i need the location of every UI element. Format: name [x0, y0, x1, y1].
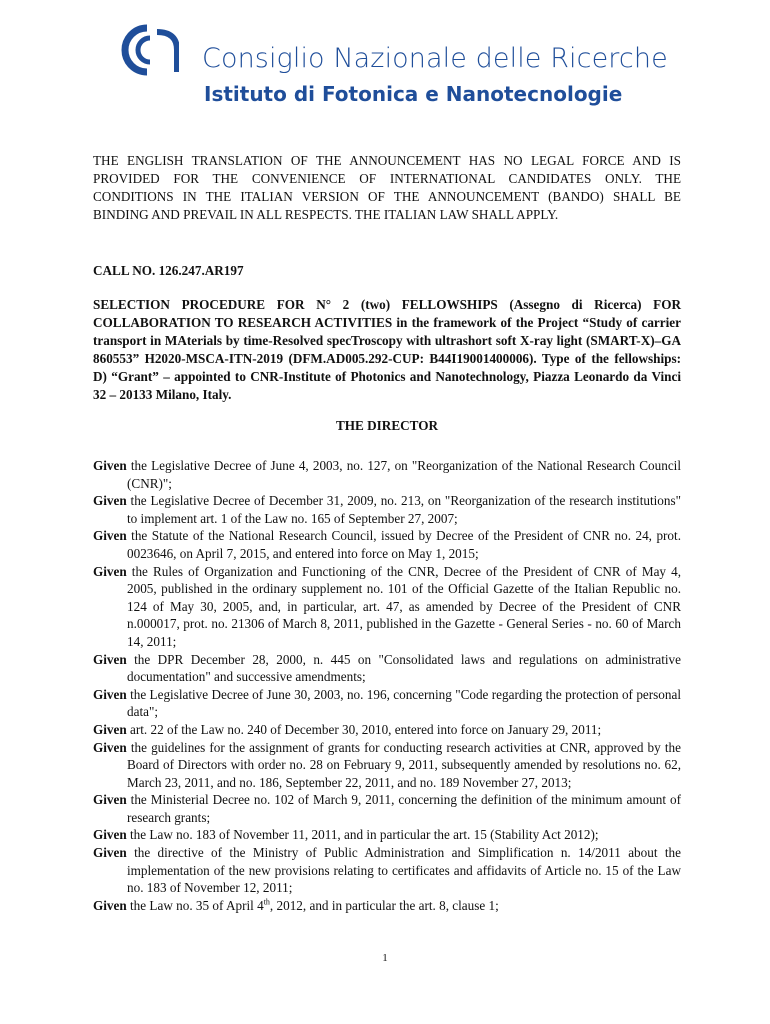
- given-item: [93, 651, 681, 686]
- given-text: , 2012, and in particular the art. 8, clause 1;: [269, 897, 499, 913]
- given-item: [93, 563, 681, 651]
- given-text: the Law no. 35 of April 4: [126, 897, 264, 913]
- given-label: Given: [93, 458, 127, 473]
- disclaimer-text: THE ENGLISH TRANSLATION OF THE ANNOUNCEMENT HAS NO LEGAL FORCE AND IS PROVIDED FOR THE CONVENIENCE OF INTERNATIONAL CANDIDATES ONLY. THE CONDITIONS IN THE ITALIAN VERSION OF THE ANNOUNCEMENT (BANDO) SHALL BE BINDING AND PREVAIL IN ALL RESPECTS. THE ITALIAN LAW SHALL APPLY.: [93, 153, 681, 222]
- given-label: Given: [93, 528, 127, 544]
- given-text: the Legislative Decree of June 4, 2003, no. 127, on "Reorganization of the National Research Council (CNR)";: [126, 458, 681, 491]
- given-text: the Ministerial Decree no. 102 of March 9, 2011, concerning the definition of the minimum amount of research grants;: [126, 792, 681, 825]
- given-label: Given: [93, 686, 127, 702]
- page-number: 1: [382, 952, 388, 964]
- cnr-logo-icon: [117, 24, 179, 76]
- given-item: [93, 457, 681, 492]
- call-number: CALL NO. 126.247.AR197: [93, 263, 244, 278]
- given-text: art. 22 of the Law no. 240 of December 30, 2010, entered into force on January 29, 2011;: [126, 721, 602, 737]
- given-label: Given: [93, 897, 127, 913]
- given-item: [93, 791, 681, 826]
- letterhead: [0, 0, 770, 120]
- given-item: [93, 492, 681, 527]
- given-text: the directive of the Ministry of Public Administration and Simplification n. 14/2011 about the implementation of the new provisions relating to certificates and affidavits of Article no. 15 of the Law no. 183 of November 12, 2011;: [126, 845, 681, 896]
- institute-name: Istituto di Fotonica e Nanotecnologie: [204, 82, 623, 106]
- given-item: [93, 721, 681, 739]
- given-label: Given: [93, 792, 127, 808]
- given-label: Given: [93, 563, 127, 579]
- given-label: Given: [93, 827, 127, 843]
- given-label: Given: [93, 739, 127, 755]
- given-text: the Legislative Decree of December 31, 2009, no. 213, on "Reorganization of the research institutions" to implement art. 1 of the Law no. 165 of September 27, 2007;: [126, 493, 681, 526]
- given-label: Given: [93, 493, 127, 509]
- given-text: the Rules of Organization and Functioning of the CNR, Decree of the President of CNR of May 4, 2005, published in the ordinary supplement no. 101 of the Official Gazette of the Italian Republic no. 124 of May 30, 2005, and, in particular, art. 47, as amended by Decree of the President of CNR n.000017, prot. no. 21306 of March 8, 2011, published in the Gazette - General Series - no. 60 of March 14, 2011;: [126, 563, 681, 649]
- given-item: [93, 739, 681, 792]
- given-item: [93, 844, 681, 897]
- given-text: the Statute of the National Research Council, issued by Decree of the President of CNR no. 24, prot. 0023646, on April 7, 2015, and entered into force on May 1, 2015;: [126, 528, 681, 561]
- given-label: Given: [93, 651, 127, 667]
- director-heading: THE DIRECTOR: [336, 418, 438, 433]
- given-text: the guidelines for the assignment of grants for conducting research activities at CNR, approved by the Board of Directors with order no. 28 on February 9, 2011, subsequently amended by resolutions no. 62, March 23, 2011, and no. 186, September 22, 2011, and no. 189 November 27, 2013;: [126, 739, 681, 790]
- given-item: [93, 897, 681, 915]
- given-label: Given: [93, 845, 127, 861]
- given-text: the Law no. 183 of November 11, 2011, and in particular the art. 15 (Stability Act 2012);: [126, 827, 599, 843]
- given-text: the Legislative Decree of June 30, 2003, no. 196, concerning "Code regarding the protection of personal data";: [126, 686, 681, 720]
- given-item: [93, 686, 681, 721]
- ordinal-suffix: th: [263, 897, 270, 907]
- givens-list: [93, 457, 681, 914]
- selection-procedure-text: SELECTION PROCEDURE FOR N° 2 (two) FELLOWSHIPS (Assegno di Ricerca) FOR COLLABORATION TO RESEARCH ACTIVITIES in the framework of the Project “Study of carrier transport in MAterials by time-Resolved specTroscopy with ultrashort soft X-ray light (SMART-X)–GA 860553” H2020-MSCA-ITN-2019 (DFM.AD005.292-CUP: B44I19001400006). Type of the fellowships: D) “Grant” – appointed to CNR-Institute of Photonics and Nanotechnology, Piazza Leonardo da Vinci 32 – 20133 Milano, Italy.: [93, 297, 681, 402]
- org-name: Consiglio Nazionale delle Ricerche: [202, 43, 668, 74]
- given-item: [93, 527, 681, 562]
- given-label: Given: [93, 721, 127, 737]
- given-item: [93, 826, 681, 844]
- given-text: the DPR December 28, 2000, n. 445 on "Consolidated laws and regulations on administrative documentation" and successive amendments;: [126, 651, 681, 685]
- document-body: [93, 152, 681, 913]
